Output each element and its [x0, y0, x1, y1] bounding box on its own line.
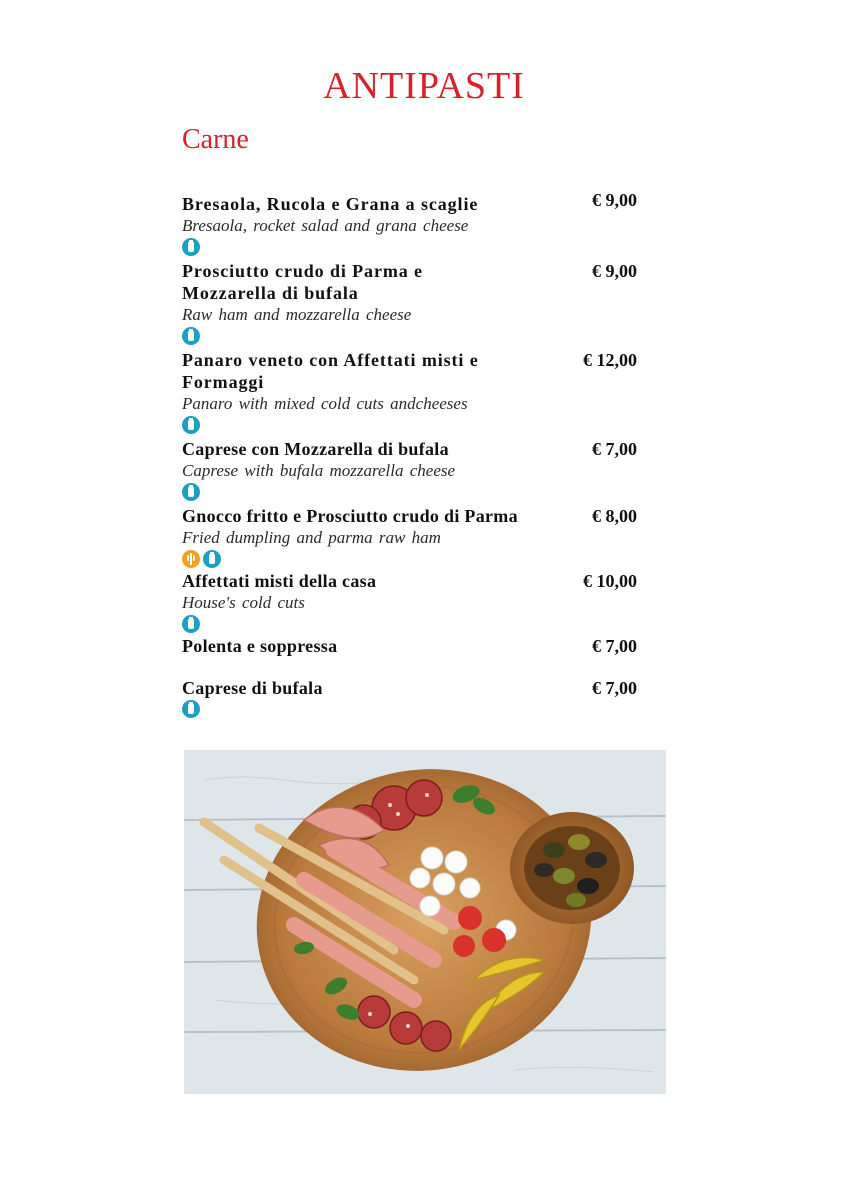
item-price: € 12,00 [583, 350, 637, 370]
item-name: Panaro veneto con Affettati misti e Formaggi [182, 350, 479, 392]
menu-item [182, 190, 652, 256]
item-description: Caprese with bufala mozzarella cheese [182, 461, 456, 480]
item-price: € 7,00 [592, 439, 637, 459]
item-name: Bresaola, Rucola e Grana a scaglie [182, 194, 479, 214]
section-heading: Carne [182, 124, 249, 155]
item-description: Raw ham and mozzarella cheese [182, 305, 412, 324]
menu-item [182, 635, 652, 657]
menu-title: ANTIPASTI [323, 65, 525, 107]
antipasto-board-photo [184, 750, 666, 1094]
item-price: € 7,00 [592, 636, 637, 656]
item-description: House's cold cuts [182, 593, 305, 612]
menu-item [182, 349, 652, 434]
item-price: € 9,00 [592, 261, 637, 281]
allergen-icons [182, 327, 652, 345]
milk-icon [203, 550, 221, 568]
item-price: € 9,00 [592, 190, 637, 210]
menu-item [182, 570, 652, 633]
allergen-icons [182, 416, 652, 434]
item-name: Polenta e soppressa [182, 636, 338, 656]
item-name: Prosciutto crudo di Parma e Mozzarella di bufala [182, 261, 423, 303]
allergen-icons [182, 550, 652, 568]
milk-icon [182, 615, 200, 633]
item-name: Gnocco fritto e Prosciutto crudo di Parma [182, 506, 518, 526]
milk-icon [182, 238, 200, 256]
item-price: € 7,00 [592, 678, 637, 698]
allergen-icons [182, 238, 652, 256]
gluten-icon [182, 550, 200, 568]
item-name: Caprese di bufala [182, 678, 323, 698]
item-price: € 8,00 [592, 506, 637, 526]
item-description: Fried dumpling and parma raw ham [182, 528, 441, 547]
milk-icon [182, 483, 200, 501]
item-name: Affettati misti della casa [182, 571, 377, 591]
milk-icon [182, 416, 200, 434]
allergen-icons [182, 483, 652, 501]
milk-icon [182, 327, 200, 345]
item-price: € 10,00 [583, 571, 637, 591]
allergen-icons [182, 700, 652, 718]
item-name: Caprese con Mozzarella di bufala [182, 439, 449, 459]
item-description: Panaro with mixed cold cuts andcheeses [182, 394, 468, 413]
menu-item [182, 677, 652, 718]
milk-icon [182, 700, 200, 718]
item-description: Bresaola, rocket salad and grana cheese [182, 216, 469, 235]
menu-item [182, 438, 652, 501]
menu-item [182, 260, 652, 345]
menu-item [182, 505, 652, 568]
allergen-icons [182, 615, 652, 633]
